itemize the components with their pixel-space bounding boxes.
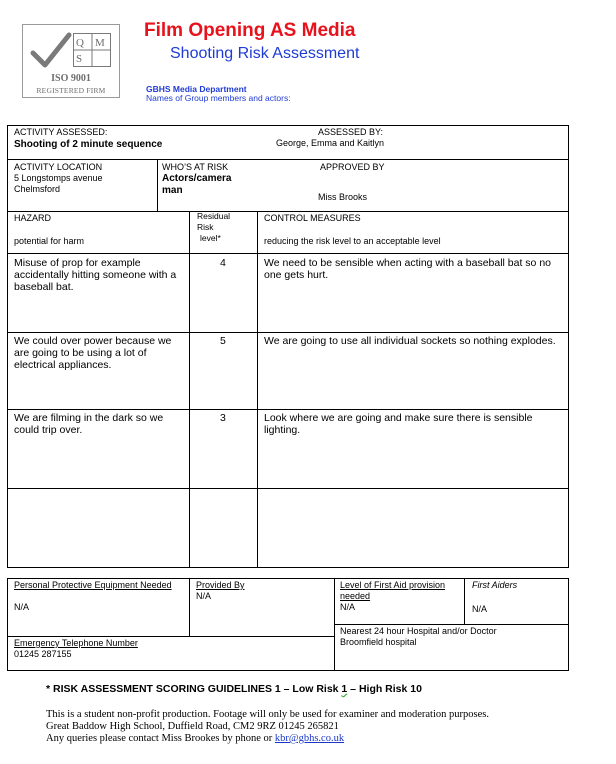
guidelines-squiggle: 1 [341,683,348,695]
hazard-text: Misuse of prop for example [14,257,141,269]
control-subheader: reducing the risk level to an acceptable level [264,236,441,246]
svg-text:M: M [95,37,105,49]
scoring-guidelines [46,683,422,695]
ppe-value: N/A [14,602,30,612]
approved-by-label: APPROVED BY [320,162,385,172]
hazard-header: HAZARD [14,213,52,223]
assessed-by-label: ASSESSED BY: [318,127,384,137]
iso-logo [22,24,120,98]
risk-level: 4 [220,257,226,269]
footer-contact [46,733,344,744]
hazard-text: We could over power because we [14,335,172,347]
registered-firm-text: REGISTERED FIRM [36,86,106,95]
whos-at-risk-line1: Actors/camera [162,173,232,184]
hazard-text: are going to be using a lot of [14,347,147,359]
hazard-subheader: potential for harm [14,236,85,246]
first-aid-label-line1: Level of First Aid provision [340,580,446,590]
svg-text:Q: Q [76,37,84,49]
guidelines-suffix: – High Risk 10 [347,683,422,695]
hospital-label: Nearest 24 hour Hospital and/or Doctor [340,626,497,636]
risk-level: 5 [220,335,226,347]
hazard-text: accidentally hitting someone with a [14,269,177,281]
footer-address: Great Baddow High School, Duffield Road, CM2 9RZ 01245 265821 [46,721,339,732]
control-text: We are going to use all individual sockets so nothing explodes. [264,335,556,347]
control-text: We need to be sensible when acting with a baseball bat so no [264,257,551,269]
hazard-text: could trip over. [14,424,83,436]
control-header: CONTROL MEASURES [264,213,361,223]
hospital-value: Broomfield hospital [340,637,417,647]
page-subtitle: Shooting Risk Assessment [170,45,360,62]
activity-location-line2: Chelmsford [14,184,61,194]
control-text: lighting. [264,424,301,436]
first-aiders-label: First Aiders [472,580,518,590]
first-aid-value: N/A [340,602,356,612]
hazard-text: electrical appliances. [14,359,112,371]
emergency-value: 01245 287155 [14,649,72,659]
email-link[interactable]: kbr@gbhs.co.uk [274,733,345,744]
department-name: GBHS Media Department [146,84,247,94]
whos-at-risk-label: WHO’S AT RISK [162,162,229,172]
activity-location-line1: 5 Longstomps avenue [14,173,103,183]
whos-at-risk-line2: man [162,185,183,196]
provided-by-value: N/A [196,591,212,601]
control-text: one gets hurt. [264,269,329,281]
checkmark-icon [29,31,73,71]
guidelines-prefix: * RISK ASSESSMENT SCORING GUIDELINES 1 – Low Risk [46,683,342,695]
risk-level: 3 [220,412,226,424]
svg-text:S: S [76,53,83,65]
assessed-by-value: George, Emma and Kaitlyn [276,138,385,148]
hazard-text: We are filming in the dark so we [14,412,164,424]
activity-assessed-value: Shooting of 2 minute sequence [14,139,163,150]
first-aid-label-line2: needed [340,591,371,601]
emergency-label: Emergency Telephone Number [14,638,138,648]
provided-by-label: Provided By [196,580,245,590]
footer-disclaimer: This is a student non-profit production. Footage will only be used for examiner and moderation purposes. [46,709,489,720]
first-aiders-value: N/A [472,604,488,614]
ppe-label: Personal Protective Equipment Needed [14,580,172,590]
activity-assessed-label: ACTIVITY ASSESSED: [14,127,108,137]
residual-header-line3: level* [200,233,221,243]
approved-by-value: Miss Brooks [318,192,368,202]
qms-grid-icon [73,33,111,67]
control-text: Look where we are going and make sure there is sensible [264,412,533,424]
iso-text: ISO 9001 [51,73,91,84]
residual-header-line2: Risk [197,222,214,232]
residual-header-line1: Residual [197,211,231,221]
footer-contact-text: Any queries please contact Miss Brookes by phone or [46,733,275,744]
activity-location-label: ACTIVITY LOCATION [14,162,103,172]
hazard-text: baseball bat. [14,281,74,293]
page-title: Film Opening AS Media [144,20,356,41]
names-label: Names of Group members and actors: [146,93,291,103]
